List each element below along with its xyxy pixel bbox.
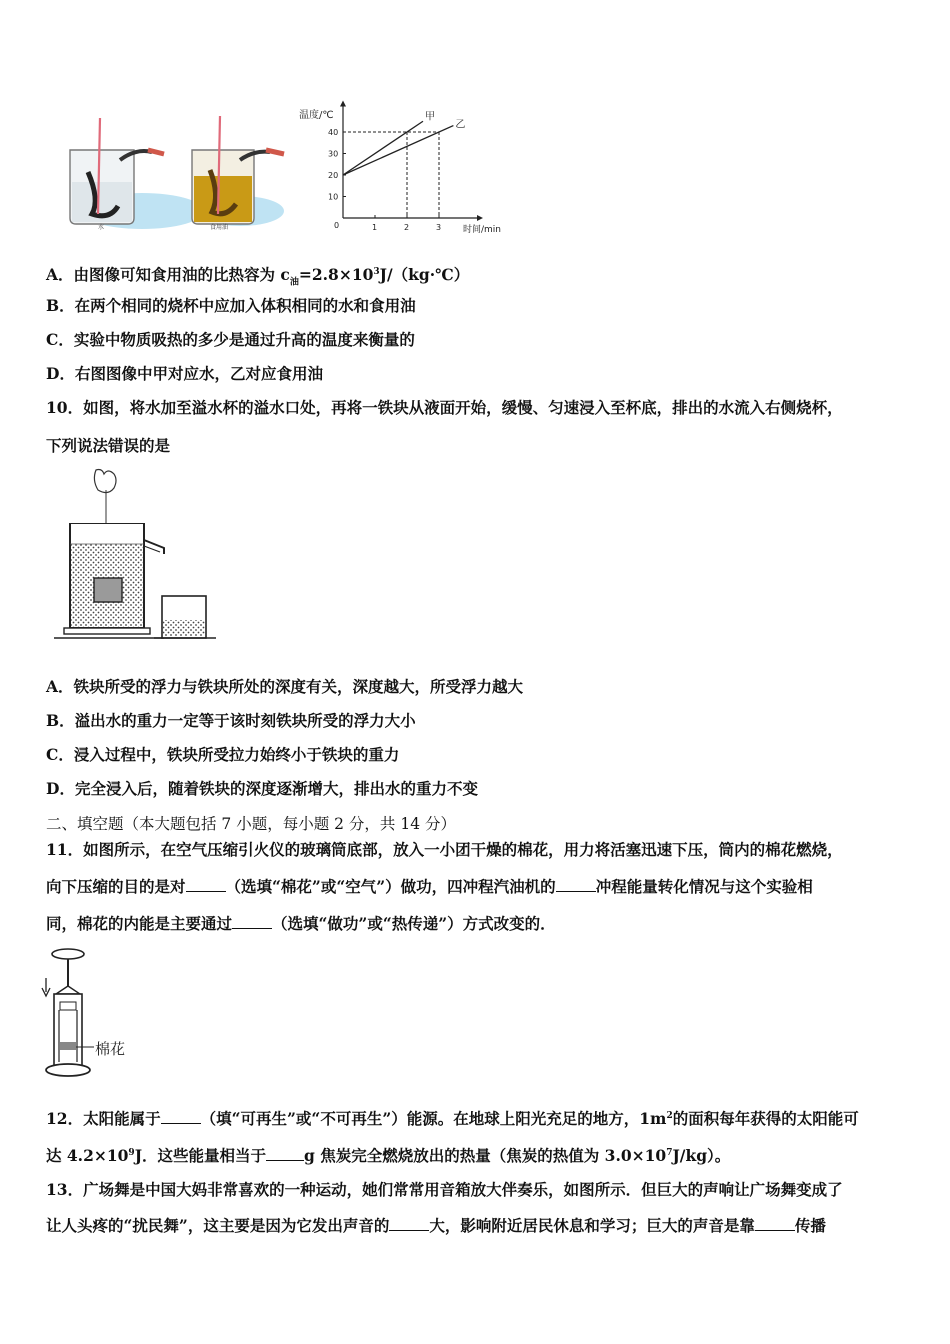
iron-block — [94, 578, 122, 602]
q10-option-b: B．溢出水的重力一定等于该时刻铁块所受的浮力大小 — [46, 711, 416, 730]
y-tick-label: 40 — [328, 128, 339, 137]
q11-line3: 同，棉花的内能是主要通过 （选填“做功”或“热传递”）方式改变的． — [46, 914, 556, 933]
q10-stem-line2: 下列说法错误的是 — [46, 436, 171, 455]
q11-blank-3[interactable] — [232, 914, 272, 929]
q12-blank-1[interactable] — [161, 1109, 201, 1124]
q10-option-a: A．铁块所受的浮力与铁块所处的深度有关，深度越大，所受浮力越大 — [46, 677, 524, 696]
q10-option-c: C．浸入过程中，铁块所受拉力始终小于铁块的重力 — [46, 745, 400, 764]
y-axis-arrow — [340, 101, 346, 107]
y-tick-label: 20 — [328, 171, 339, 180]
x-axis-label: 时间/min — [463, 225, 502, 235]
x-tick-label: 3 — [436, 223, 442, 232]
q12-line2: 达 $4.2\times 10^9J$．这些能量相当于 g 焦炭完全燃烧放出的热量（焦炭的热值为 $3.0\times 10^7J/kg$）。 — [46, 1146, 731, 1166]
q9-option-b: B．在两个相同的烧杯中应加入体积相同的水和食用油 — [46, 296, 416, 315]
x-axis-arrow — [477, 215, 483, 221]
y-tick-label: 30 — [328, 149, 339, 159]
q9-option-a: A．由图像可知食用油的比热容为 $c_油=2.8\times 10^3J/(kg\cdot℃)$ — [46, 265, 470, 288]
beakers-figure — [40, 110, 300, 235]
q11-line1: 11．如图所示，在空气压缩引火仪的玻璃筒底部，放入一小团干燥的棉花，用力将活塞迅速下压，筒内的棉花燃烧， — [46, 840, 843, 859]
q9-option-d: D．右图图像中甲对应水，乙对应食用油 — [46, 364, 323, 383]
q10-stem-line1: 10．如图，将水加至溢水杯的溢水口处，再将一铁块从液面开始，缓慢、匀速浸入至杯底，排出的水流入右侧烧杯， — [46, 398, 843, 417]
q13-line2: 让人头疼的“扰民舞”，这主要是因为它发出声音的 大，影响附近居民休息和学习；巨大的声音是靠 传播 — [46, 1216, 826, 1235]
x-tick-label: 2 — [404, 223, 410, 232]
q12-line1: 12．太阳能属于 （填“可再生”或“不可再生”）能源。在地球上阳光充足的地方，$1m^2$的面积每年获得的太阳能可 — [46, 1109, 859, 1129]
temperature-time-chart — [295, 100, 505, 240]
series-line-1 — [343, 121, 423, 175]
y-axis-label: 温度/℃ — [299, 110, 334, 121]
y-tick-label: 10 — [328, 192, 339, 202]
origin-label: 0 — [334, 221, 340, 230]
q12-blank-2[interactable] — [266, 1146, 304, 1161]
hand — [94, 470, 116, 493]
q10-option-d: D．完全浸入后，随着铁块的深度逐渐增大，排出水的重力不变 — [46, 779, 478, 798]
x-tick-label: 1 — [372, 223, 378, 232]
q11-blank-1[interactable] — [186, 877, 226, 892]
cotton-label: 棉花 — [95, 1040, 126, 1058]
q11-blank-2[interactable] — [556, 877, 596, 892]
air-compression-igniter-figure — [40, 944, 170, 1082]
section-heading: 二、填空题（本大题包括 7 小题，每小题 2 分，共 14 分） — [46, 815, 457, 833]
q13-line1: 13．广场舞是中国大妈非常喜欢的一种运动，她们常常用音箱放大伴奏乐，如图所示．但巨大的声响让广场舞变成了 — [46, 1180, 843, 1199]
q13-blank-2[interactable] — [755, 1216, 795, 1231]
cotton — [60, 1042, 76, 1050]
series-label-2: 乙 — [455, 119, 466, 131]
overflow-cup-figure — [52, 466, 222, 644]
q11-line2: 向下压缩的目的是对 （选填“棉花”或“空气”）做功，四冲程汽油机的 冲程能量转化情况与这个实验相 — [46, 877, 813, 896]
q13-blank-1[interactable] — [389, 1216, 429, 1231]
water-label: 水 — [98, 224, 105, 231]
series-label-1: 甲 — [425, 111, 435, 123]
series-line-2 — [343, 126, 453, 175]
q9-option-c: C．实验中物质吸热的多少是通过升高的温度来衡量的 — [46, 330, 415, 349]
oil-label: 食用油 — [210, 224, 229, 231]
